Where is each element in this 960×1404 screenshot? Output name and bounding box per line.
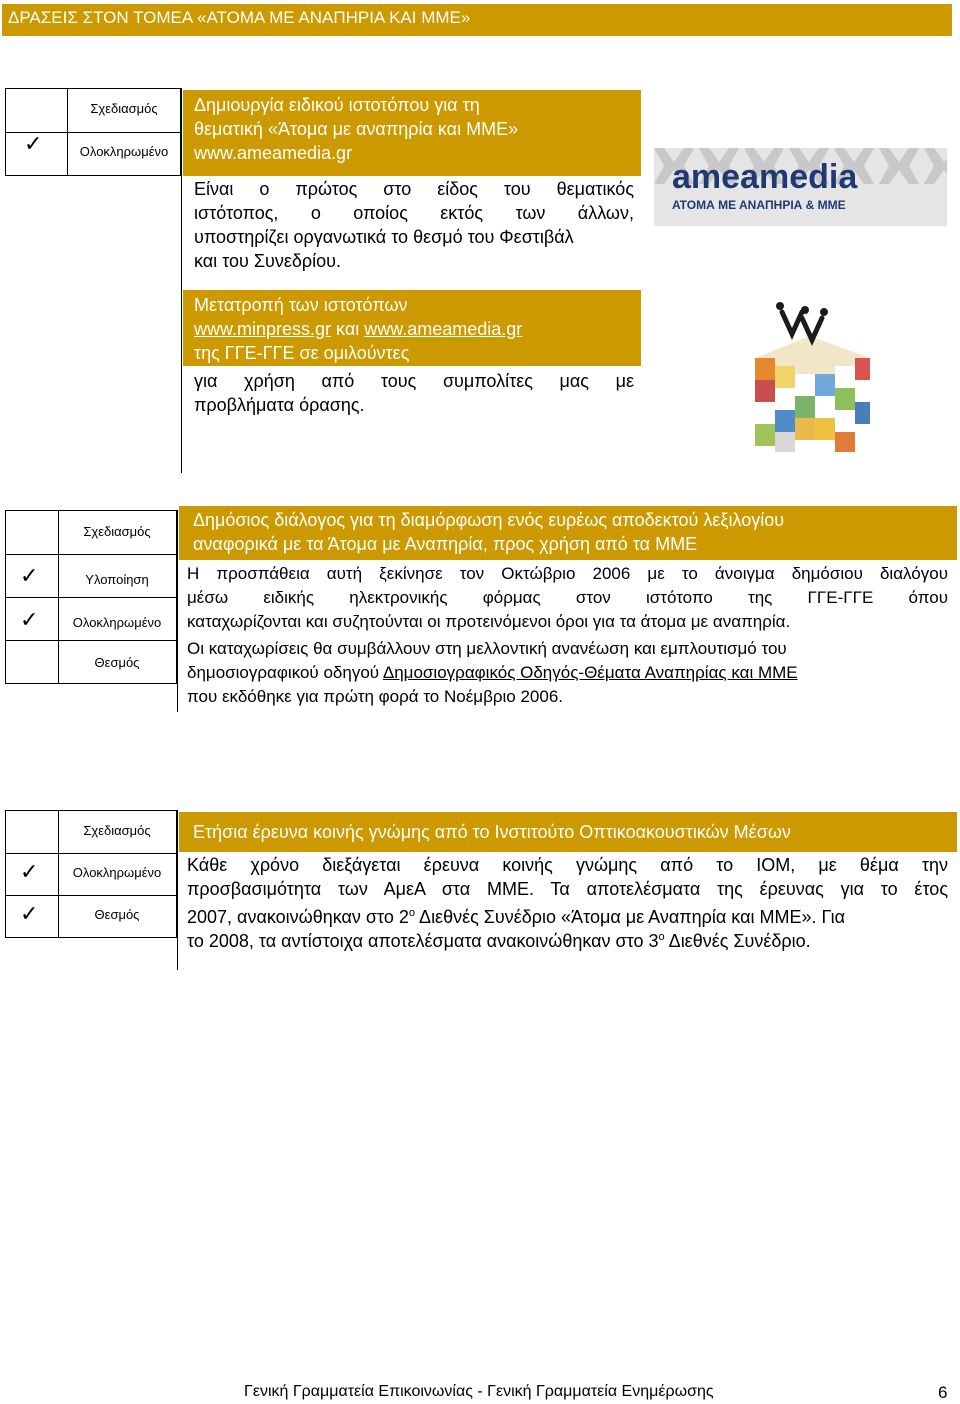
checkmark-icon: ✓ — [20, 859, 39, 884]
section2-heading-line-2: αναφορικά με τα Άτομα με Αναπηρία, προς χρήση από τα ΜΜΕ — [193, 534, 698, 554]
logo-wordmark: ameamedia — [672, 158, 858, 196]
status-label-institution: Θεσμός — [94, 907, 140, 922]
section2-body-line-1: Η προσπάθεια αυτή ξεκίνησε τον Οκτώβριο 2006 με το άνοιγμα δημόσιου διαλόγου — [187, 564, 948, 583]
section3-body-line-1: Κάθε χρόνο διεξάγεται έρευνα κοινής γνώμης από το ΙΟΜ, με θέμα την — [187, 855, 948, 875]
checkmark-icon: ✓ — [20, 607, 39, 632]
ameamedia-logo — [654, 148, 947, 226]
section1-heading2-line-1: Μετατροπή των ιστοτόπων — [194, 295, 408, 315]
section1-body-line-1: Είναι ο πρώτος στο είδος του θεματικός — [194, 179, 634, 199]
body-text: το 2008, τα αντίστοιχα αποτελέσματα ανακοινώθηκαν στο 3 — [187, 931, 659, 951]
section1-heading-url[interactable]: www.ameamedia.gr — [194, 143, 353, 163]
footer-text: Γενική Γραμματεία Επικοινωνίας - Γενική Γραμματεία Ενημέρωσης — [244, 1383, 714, 1400]
guide-intro-text: δημοσιογραφικού οδηγού — [187, 663, 383, 682]
body-text: Διεθνές Συνέδριο «Άτομα με Αναπηρία και ΜΜΕ». Για — [415, 907, 846, 927]
section1-heading2-line-3: της ΓΓΕ-ΓΓΕ σε ομιλούντες — [194, 343, 410, 363]
status-label-institution: Θεσμός — [94, 655, 140, 670]
section3-divider — [177, 810, 178, 970]
ordinal-superscript: ο — [658, 931, 665, 943]
section2-heading-line-1: Δημόσιος διάλογος για τη διαμόρφωση ενός ευρέως αποδεκτού λεξιλογίου — [193, 510, 785, 530]
status-label-planning: Σχεδιασμός — [83, 823, 151, 838]
status-label-planning: Σχεδιασμός — [83, 524, 151, 539]
section2-divider — [177, 510, 178, 712]
section1-heading2-line-2 — [194, 317, 522, 341]
section3-body-line-4 — [187, 925, 811, 953]
page-number: 6 — [938, 1383, 948, 1402]
status-box-1 — [5, 88, 181, 176]
status-label-completed: Ολοκληρωμένο — [79, 144, 169, 159]
minpress-link[interactable]: www.minpress.gr — [194, 319, 332, 339]
ordinal-superscript: ο — [408, 907, 416, 919]
section3-body-line-2: προσβασιμότητα των ΑμεΑ στα ΜΜΕ. Τα αποτελέσματα της έρευνας για το έτος — [187, 879, 948, 899]
status-box-2 — [5, 510, 177, 684]
section2-body2-line-1: Οι καταχωρίσεις θα συμβάλλουν στη μελλοντική ανανέωση και εμπλουτισμό του — [187, 639, 787, 658]
status-label-planning: Σχεδιασμός — [90, 101, 158, 116]
section1-divider — [181, 88, 182, 473]
conjunction-text: και — [331, 319, 365, 339]
section1-heading-line-2: θεματική «Άτομα με αναπηρία και ΜΜΕ» — [194, 119, 519, 139]
status-label-implementation: Υλοποίηση — [85, 572, 149, 587]
checkmark-icon: ✓ — [20, 563, 39, 588]
checkmark-icon: ✓ — [24, 131, 43, 156]
page-title: ΔΡΑΣΕΙΣ ΣΤΟΝ ΤΟΜΕΑ «ΑΤΟΜΑ ΜΕ ΑΝΑΠΗΡΙΑ ΚΑΙ ΜΜΕ» — [8, 8, 471, 27]
status-label-completed: Ολοκληρωμένο — [72, 615, 162, 630]
logo-tagline: ΑΤΟΜΑ ΜΕ ΑΝΑΠΗΡΙΑ & ΜΜΕ — [672, 198, 846, 212]
section1-heading-line-1: Δημιουργία ειδικού ιστοτόπου για τη — [194, 95, 480, 115]
journalistic-guide-link[interactable]: Δημοσιογραφικός Οδηγός-Θέματα Αναπηρίας και ΜΜΕ — [382, 663, 798, 682]
section2-body2-line-2 — [187, 661, 798, 685]
section1-body2-line-2: προβλήματα όρασης. — [194, 395, 365, 415]
section1-body-line-2: ιστότοπος, ο οποίος εκτός των άλλων, — [194, 203, 634, 223]
section2-body2-line-3: που εκδόθηκε για πρώτη φορά το Νοέμβριο 2006. — [187, 687, 564, 706]
ameamedia-link[interactable]: www.ameamedia.gr — [364, 319, 523, 339]
body-text: Διεθνές Συνέδριο. — [664, 931, 811, 951]
section1-body-line-3: υποστηρίζει οργανωτικά το θεσμό του Φεστιβάλ — [194, 227, 574, 247]
section1-body-line-4: και του Συνεδρίου. — [194, 251, 342, 271]
checkmark-icon: ✓ — [20, 901, 39, 926]
section2-body-line-3: καταχωρίζονται και συζητούνται οι προτεινόμενοι όροι για τα άτομα με αναπηρία. — [187, 612, 791, 631]
section3-heading: Ετήσια έρευνα κοινής γνώμης από το Ινστιτούτο Οπτικοακουστικών Μέσων — [193, 822, 791, 842]
section2-body-line-2: μέσω ειδικής ηλεκτρονικής φόρμας στον ιστότοπο της ΓΓΕ-ΓΓΕ όπου — [187, 588, 948, 607]
section1-body2-line-1: για χρήση από τους συμπολίτες μας με — [194, 371, 634, 391]
body-text: 2007, ανακοινώθηκαν στο 2 — [187, 907, 409, 927]
cube-logo — [720, 298, 890, 458]
status-label-completed: Ολοκληρωμένο — [72, 865, 162, 880]
status-box-3 — [5, 810, 177, 938]
